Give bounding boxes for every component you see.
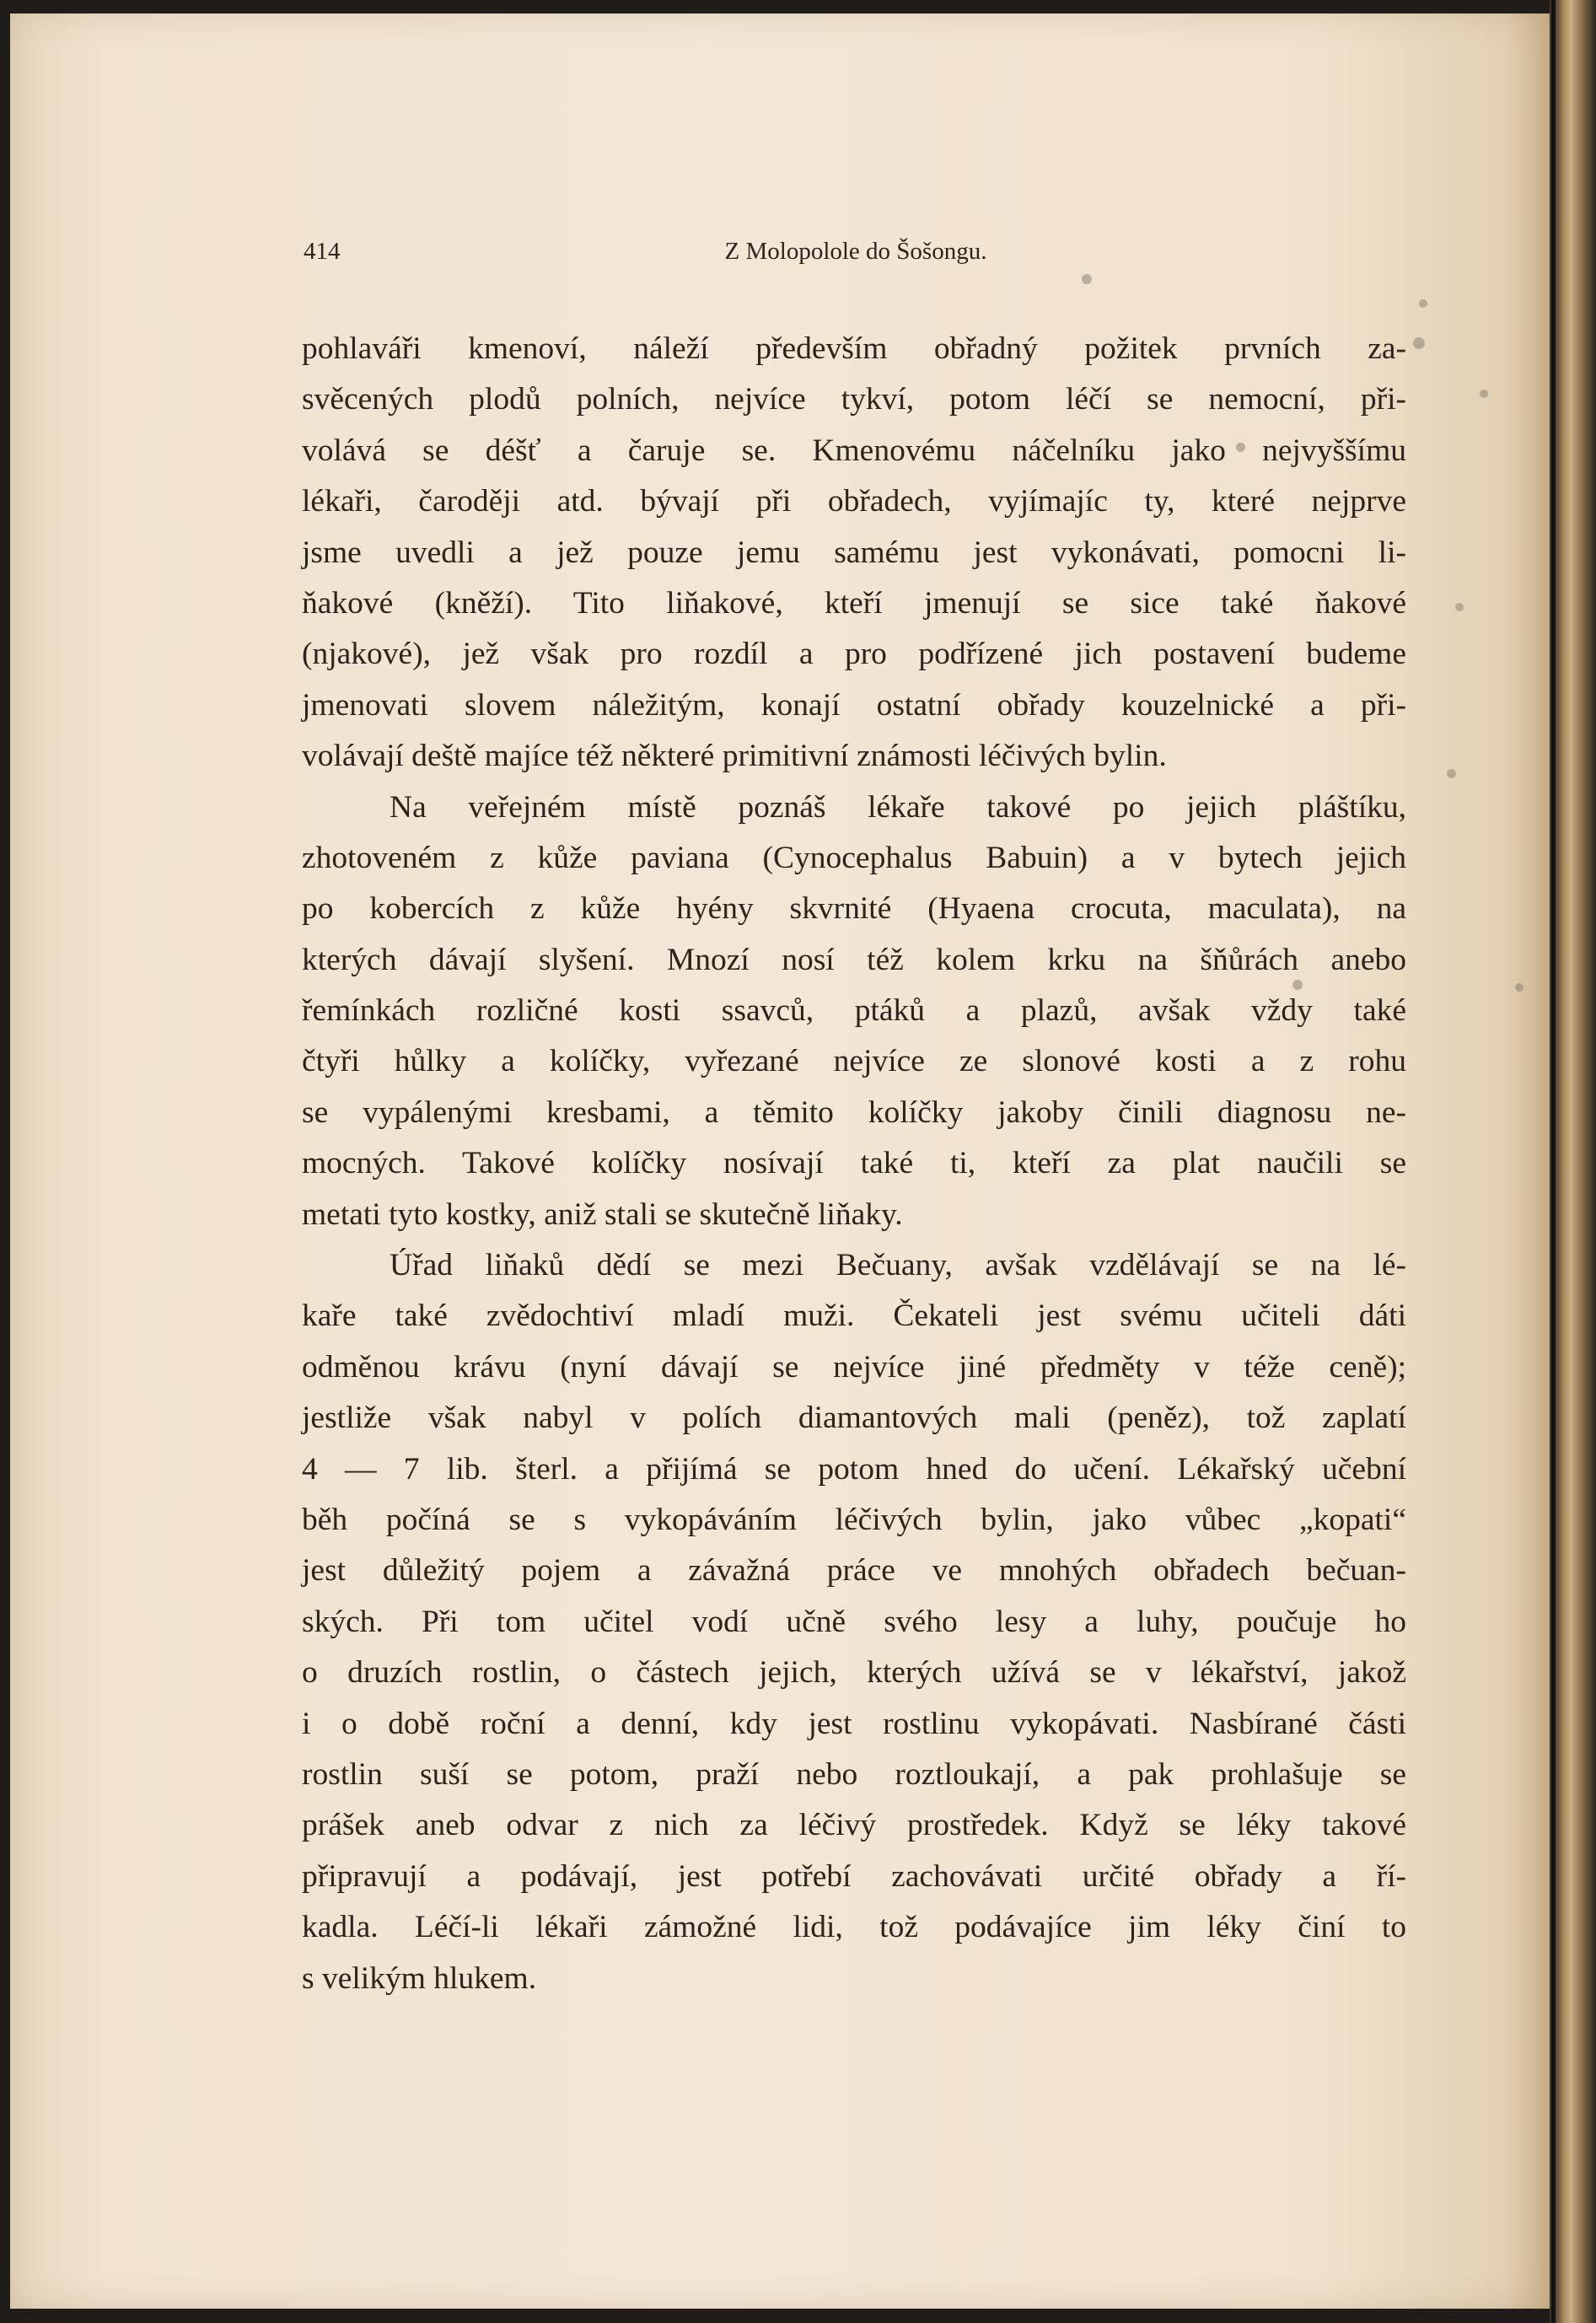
text-line: běh počíná se s vykopáváním léčivých bylin, jako vůbec „kopati“	[302, 1502, 1406, 1537]
text-line: (njakové), jež však pro rozdíl a pro podřízené jich postavení budeme	[302, 637, 1406, 672]
text-line: o druzích rostlin, o částech jejich, kterých užívá se v lékařství, jakož	[302, 1655, 1406, 1691]
text-line: čtyři hůlky a kolíčky, vyřezané nejvíce ze slonové kosti a z rohu	[302, 1044, 1406, 1079]
text-line: připravují a podávají, jest potřebí zachovávati určité obřady a ří-	[302, 1858, 1406, 1894]
text-line: lékaři, čaroději atd. bývají při obřadech, vyjímajíc ty, které nejprve	[302, 484, 1406, 519]
text-line: jestliže však nabyl v polích diamantových mali (peněz), tož zaplatí	[302, 1401, 1406, 1436]
text-line: volávají deště majíce též některé primitivní známosti léčivých bylin.	[302, 739, 1167, 774]
text-line: po kobercích z kůže hyény skvrnité (Hyaena crocuta, maculata), na	[302, 891, 1406, 927]
paper-speck	[1515, 983, 1523, 992]
text-line: Na veřejném místě poznáš lékaře takové po jejich pláštíku,	[390, 789, 1406, 825]
text-line: rostlin suší se potom, praží nebo roztloukají, a pak prohlašuje se	[302, 1756, 1406, 1792]
paper-speck	[1447, 769, 1456, 778]
text-line: i o době roční a denní, kdy jest rostlinu vykopávati. Nasbírané části	[302, 1706, 1406, 1741]
page-gutter-shadow	[1551, 0, 1556, 2323]
running-title: Z Molopolole do Šošongu.	[724, 238, 987, 265]
paper-speck	[1413, 337, 1425, 349]
text-line: kadla. Léčí-li lékaři zámožné lidi, tož podávajíce jim léky činí to	[302, 1910, 1406, 1945]
text-line: volává se déšť a čaruje se. Kmenovému náčelníku jako nejvyššímu	[302, 433, 1406, 468]
text-line: svěcených plodů polních, nejvíce tykví, potom léčí se nemocní, při-	[302, 382, 1406, 417]
page-number: 414	[304, 238, 341, 265]
text-line: jsme uvedli a jež pouze jemu samému jest vykonávati, pomocni li-	[302, 535, 1406, 570]
book-edge	[1550, 0, 1596, 2323]
text-line: řemínkách rozličné kosti ssavců, ptáků a plazů, avšak vždy také	[302, 993, 1406, 1029]
text-line: mocných. Takové kolíčky nosívají také ti, kteří za plat naučili se	[302, 1146, 1406, 1181]
paper-speck	[1419, 299, 1427, 308]
text-line: pohlaváři kmenoví, náleží především obřadný požitek prvních za-	[302, 331, 1406, 366]
text-line: 4 — 7 lib. šterl. a přijímá se potom hned do učení. Lékařský učební	[302, 1451, 1406, 1487]
body-text	[302, 324, 1406, 2004]
text-line: prášek aneb odvar z nich za léčivý prostředek. Když se léky takové	[302, 1808, 1406, 1843]
text-line: kaře také zvědochtiví mladí muži. Čekateli jest svému učiteli dáti	[302, 1299, 1406, 1334]
text-line: odměnou krávu (nyní dávají se nejvíce jiné předměty v téže ceně);	[302, 1349, 1406, 1385]
text-line: kterých dávají slyšení. Mnozí nosí též kolem krku na šňůrách anebo	[302, 942, 1406, 977]
text-line: jmenovati slovem náležitým, konají ostatní obřady kouzelnické a při-	[302, 687, 1406, 723]
text-line: se vypálenými kresbami, a těmito kolíčky jakoby činili diagnosu ne-	[302, 1094, 1406, 1130]
text-line: jest důležitý pojem a závažná práce ve mnohých obřadech bečuan-	[302, 1553, 1406, 1589]
paper-speck	[1455, 603, 1464, 611]
text-line: metati tyto kostky, aniž stali se skutečně liňaky.	[302, 1196, 903, 1232]
text-line: Úřad liňaků dědí se mezi Bečuany, avšak vzdělávají se na lé-	[390, 1248, 1406, 1283]
text-line: ňakové (kněží). Tito liňakové, kteří jmenují se sice také ňakové	[302, 585, 1406, 621]
text-line: ských. Při tom učitel vodí učně svého lesy a luhy, poučuje ho	[302, 1604, 1406, 1639]
text-line: s velikým hlukem.	[302, 1960, 537, 1996]
page-header	[304, 238, 1408, 277]
text-line: zhotoveném z kůže paviana (Cynocephalus Babuin) a v bytech jejich	[302, 840, 1406, 875]
paper-speck	[1480, 390, 1488, 398]
